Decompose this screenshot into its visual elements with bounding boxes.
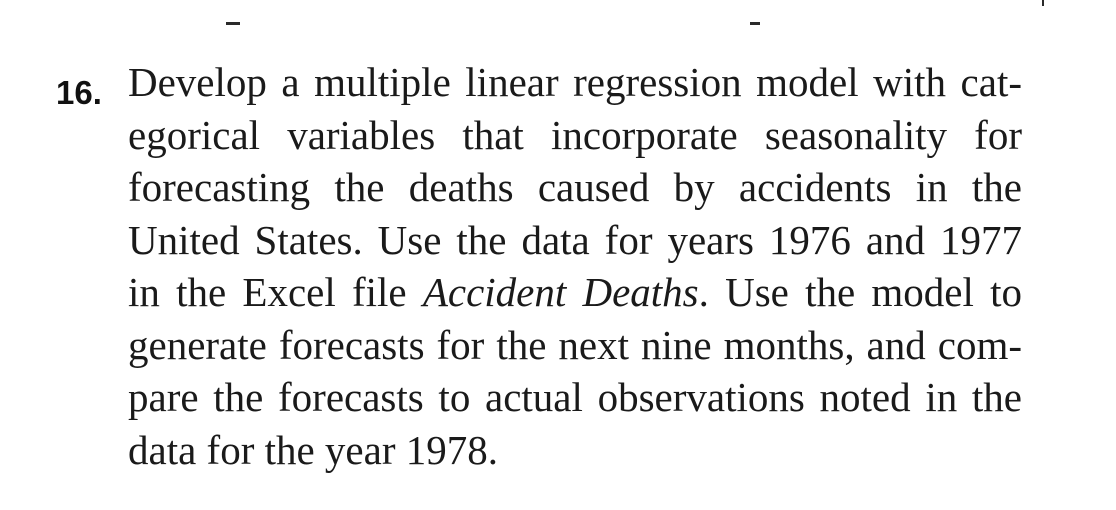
text-line: egorical variables that incorporate seasonality for [128, 111, 1022, 158]
file-name: Accident Deaths [422, 269, 699, 315]
text-fragment [226, 22, 240, 25]
text-fragment [750, 22, 760, 25]
text-fragment [1042, 0, 1044, 6]
text-line: generate forecasts for the next nine months, and com- [128, 321, 1022, 368]
text-line [128, 266, 1022, 319]
text-segment: . Use the model to [698, 269, 1022, 315]
exercise-text [128, 56, 1058, 476]
text-segment: in the Excel file [128, 269, 423, 315]
exercise-number: 16. [56, 74, 102, 111]
previous-text-fragments [0, 0, 1116, 30]
text-line: forecasting the deaths caused by accidents in the [128, 164, 1022, 210]
text-line: United States. Use the data for years 1976 and 1977 [128, 216, 1022, 263]
text-line: pare the forecasts to actual observations noted in the [128, 374, 1022, 420]
text-line: Develop a multiple linear regression model with cat- [128, 59, 1022, 105]
text-line: data for the year 1978. [128, 426, 498, 473]
